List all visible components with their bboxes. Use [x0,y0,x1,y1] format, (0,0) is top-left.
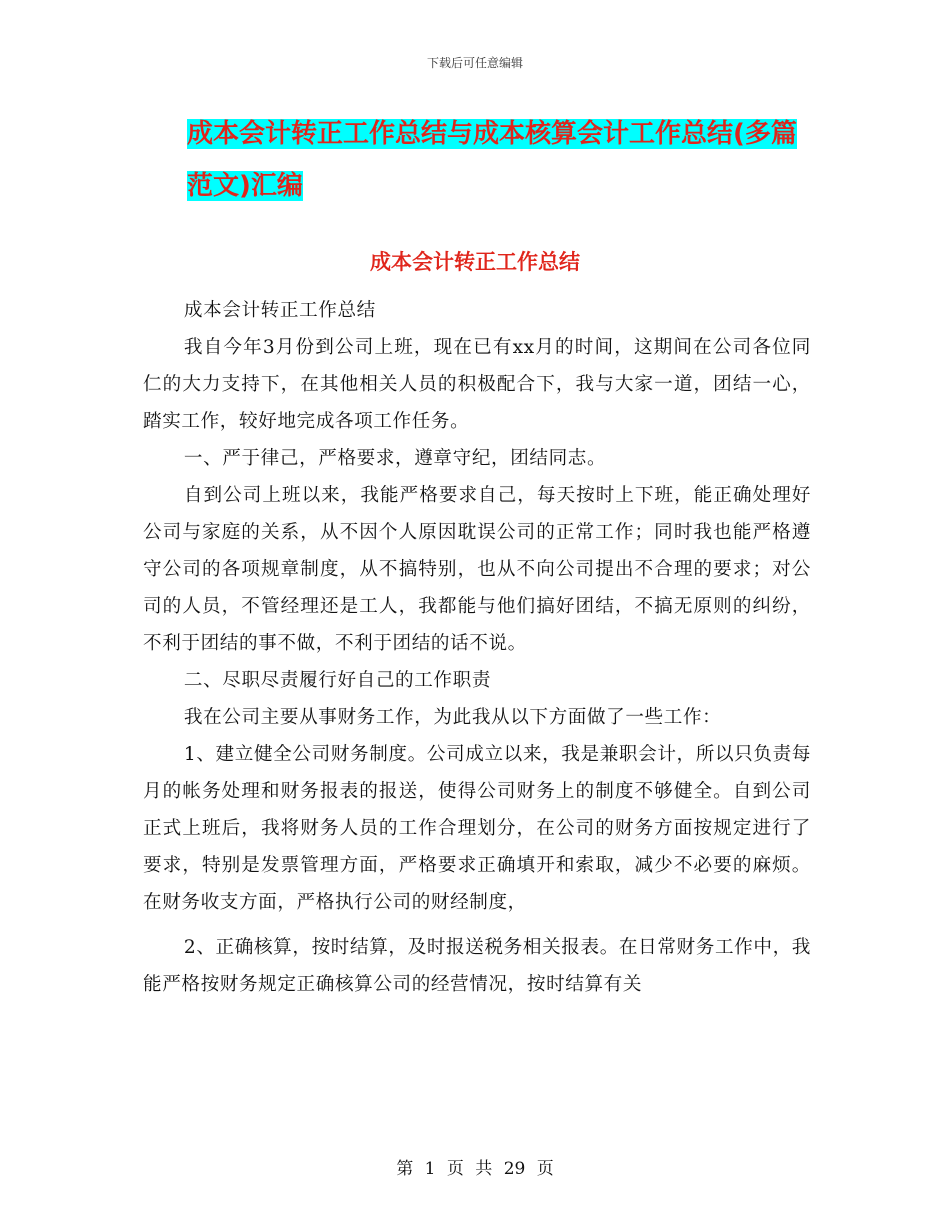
paragraph-heading: 二、尽职尽责履行好自己的工作职责 [183,670,492,691]
paragraph-heading: 一、严于律己，严格要求，遵章守纪，团结同志。 [183,448,607,469]
page-footer: 第 1 页 共 29 页 [396,1159,554,1179]
paragraph: 成本会计转正工作总结 [183,300,376,321]
paragraph: 1、建立健全公司财务制度。公司成立以来，我是兼职会计，所以只负责每月的帐务处理和财务报表的报送，使得公司财务上的制度不够健全。自到公司正式上班后，我将财务人员的工作合理划分，在公司的财务方面按规定进行了要求，特别是发票管理方面，严格要求正确填开和索取，减少不必要的麻烦。在财务收支方面，严格执行公司的财经制度， [143,744,811,913]
paragraph: 自到公司上班以来，我能严格要求自己，每天按时上下班，能正确处理好公司与家庭的关系，从不因个人原因耽误公司的正常工作；同时我也能严格遵守公司的各项规章制度，从不搞特别，也从不向公司提出不合理的要求；对公司的人员，不管经理还是工人，我都能与他们搞好团结，不搞无原则的纠纷，不利于团结的事不做，不利于团结的话不说。 [143,485,811,654]
document-title [187,108,817,212]
document-title-text: 成本会计转正工作总结与成本核算会计工作总结(多篇范文)汇编 [187,119,797,201]
header-note: 下载后可任意编辑 [426,56,523,70]
paragraph: 我在公司主要从事财务工作，为此我从以下方面做了一些工作： [183,707,722,728]
paragraph: 2、正确核算，按时结算，及时报送税务相关报表。在日常财务工作中，我能严格按财务规定正确核算公司的经营情况，按时结算有关 [143,937,811,995]
paragraph: 我自今年3月份到公司上班，现在已有xx月的时间，这期间在公司各位同仁的大力支持下，在其他相关人员的积极配合下，我与大家一道，团结一心，踏实工作，较好地完成各项工作任务。 [143,337,811,432]
section-title: 成本会计转正工作总结 [370,250,580,274]
document-body [143,292,811,1003]
